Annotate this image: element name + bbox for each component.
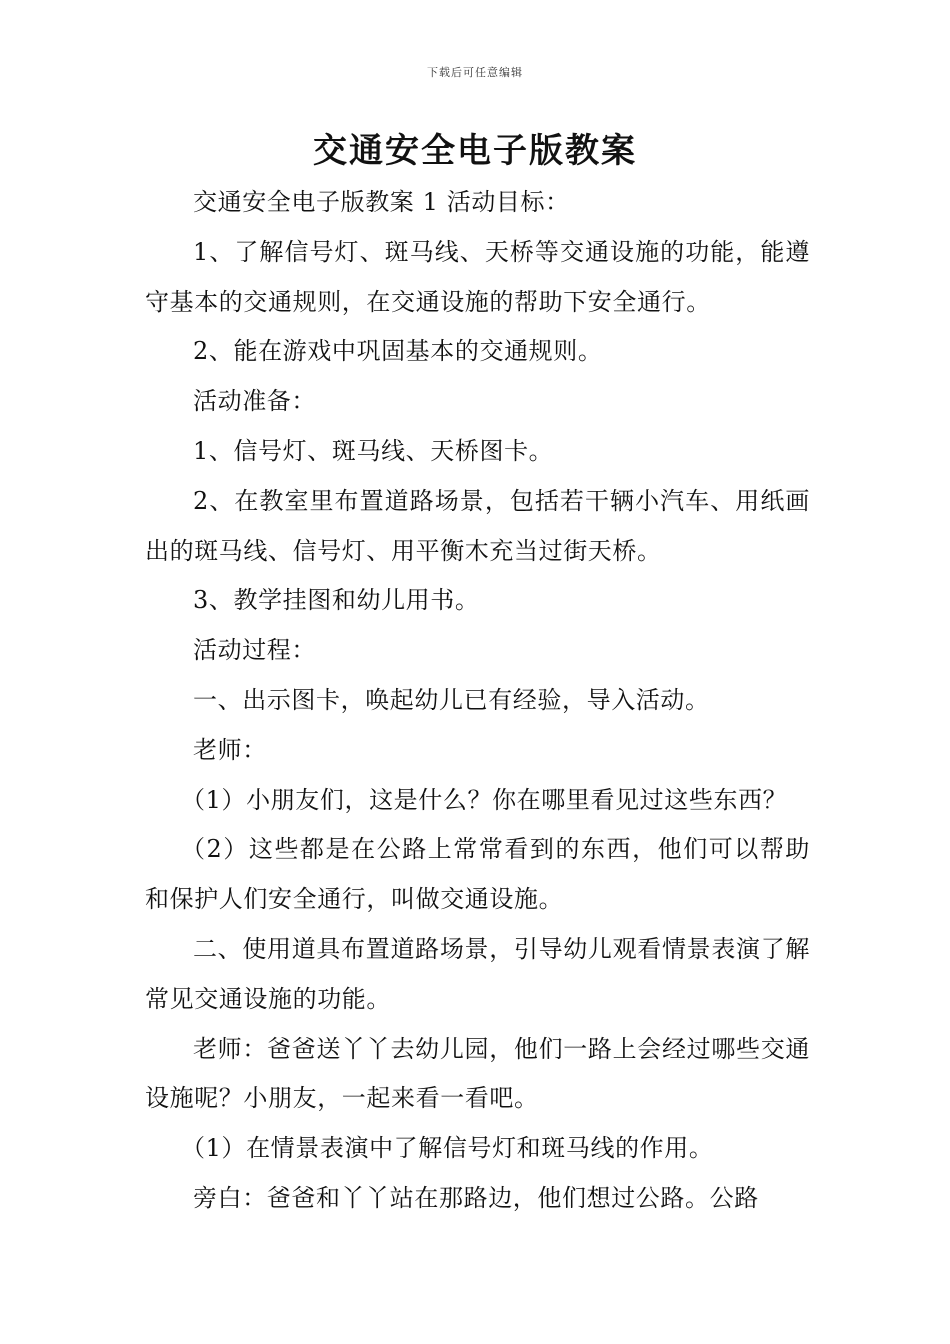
paragraph-prep-1: 1、信号灯、斑马线、天桥图卡。 [193,436,554,465]
paragraph-narration: 旁白：爸爸和丫丫站在那路边，他们想过公路。公路 [193,1183,759,1212]
paragraph-process-heading: 活动过程： [193,636,316,665]
header-note: 下载后可任意编辑 [427,66,523,79]
paragraph-goal-1: 1、了解信号灯、斑马线、天桥等交通设施的功能，能遵守基本的交通规则，在交通设施的帮助下安全通行。 [145,237,810,316]
paragraph-prep-2: 2、在教室里布置道路场景，包括若干辆小汽车、用纸画出的斑马线、信号灯、用平衡木充当过街天桥。 [145,486,810,565]
paragraph-step-1: 一、出示图卡，唤起幼儿已有经验，导入活动。 [193,685,710,714]
paragraph-step-2: 二、使用道具布置道路场景，引导幼儿观看情景表演了解常见交通设施的功能。 [145,934,810,1013]
document-title: 交通安全电子版教案 [313,131,637,171]
paragraph-teacher: 老师： [193,735,267,764]
paragraph-intro: 交通安全电子版教案 1 活动目标： [193,188,570,216]
paragraph-prep-heading: 活动准备： [193,387,316,416]
paragraph-teacher-story: 老师：爸爸送丫丫去幼儿园，他们一路上会经过哪些交通设施呢？小朋友，一起来看一看吧。 [145,1034,810,1113]
paragraph-question-1: （1）小朋友们，这是什么？你在哪里看见过这些东西？ [181,785,788,814]
paragraph-question-2: （2）这些都是在公路上常常看到的东西，他们可以帮助和保护人们安全通行，叫做交通设施。 [145,835,810,914]
paragraph-scene-1: （1）在情景表演中了解信号灯和斑马线的作用。 [181,1134,714,1163]
document-body [145,178,810,1224]
paragraph-prep-3: 3、教学挂图和幼儿用书。 [193,586,480,615]
paragraph-goal-2: 2、能在游戏中巩固基本的交通规则。 [193,337,603,366]
